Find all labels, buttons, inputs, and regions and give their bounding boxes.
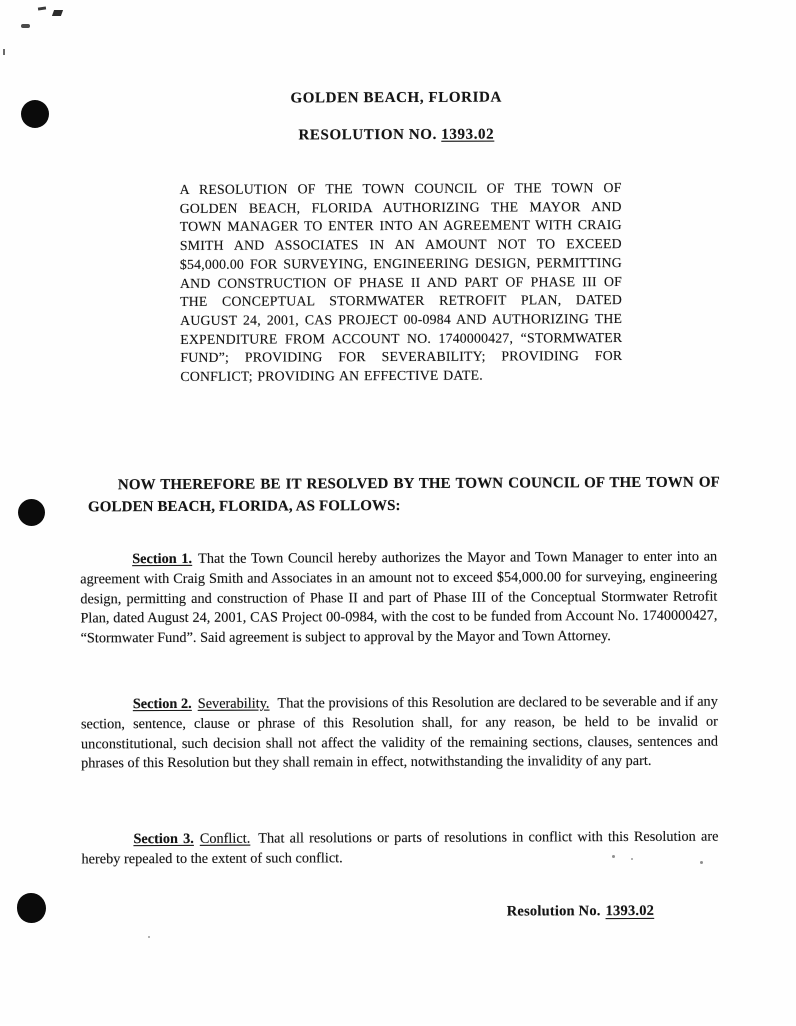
- resolved-clause: NOW THEREFORE BE IT RESOLVED BY THE TOWN COUNCIL OF THE TOWN OF GOLDEN BEACH, FLORIDA, AS FOLLOWS:: [87, 474, 720, 515]
- footer-resolution-label: Resolution No.: [506, 903, 601, 920]
- section-2-paragraph: [81, 693, 718, 775]
- footer-resolution-value: 1393.02: [605, 902, 655, 920]
- section-2-body: That the provisions of this Resolution are declared to be severable and if any section, sentence, clause or phrase of this Resolution shall, for any reason, be held to be invalid or unconstitutional, such decision shall not affect the validity of the remaining sections, clauses, sentences and phrases of this Resolution but they shall remain in effect, notwithstanding the invalidity of any part.: [80, 693, 719, 772]
- section-1-paragraph: [80, 548, 717, 650]
- section-1-heading: Section 1.: [132, 550, 193, 568]
- resolution-preamble: A RESOLUTION OF THE TOWN COUNCIL OF THE TOWN OF GOLDEN BEACH, FLORIDA AUTHORIZING THE MAYOR AND TOWN MANAGER TO ENTER INTO AN AGREEMENT WITH CRAIG SMITH AND ASSOCIATES IN AN AMOUNT NOT TO EXCEED $54,000.00 FOR SURVEYING, ENGINEERING DESIGN, PERMITTING AND CONSTRUCTION OF PHASE II AND PART OF PHASE III OF THE CONCEPTUAL STORMWATER RETROFIT PLAN, DATED AUGUST 24, 2001, CAS PROJECT 00-0984 AND AUTHORIZING THE EXPENDITURE FROM ACCOUNT NO. 1740000427, “STORMWATER FUND”; PROVIDING FOR SEVERABILITY; PROVIDING FOR CONFLICT; PROVIDING AN EFFECTIVE DATE.: [179, 180, 623, 384]
- section-3-body: That all resolutions or parts of resolutions in conflict with this Resolution are hereby repealed to the extent of such conflict.: [81, 828, 719, 868]
- resolution-number: 1393.02: [441, 126, 495, 143]
- section-1-body: That the Town Council hereby authorizes the Mayor and Town Manager to enter into an agreement with Craig Smith and Associates in an amount not to exceed $54,000.00 for surveying, engineering design, permitting and construction of Phase II and part of Phase III of the Conceptual Stormwater Retrofit Plan, dated August 24, 2001, CAS Project 00-0984, with the cost to be funded from Account No. 1740000427, “Stormwater Fund”. Said agreement is subject to approval by the Mayor and Town Attorney.: [80, 548, 718, 647]
- section-3-heading: Section 3.: [133, 830, 194, 848]
- section-3-subheading: Conflict.: [199, 830, 251, 847]
- resolution-label: RESOLUTION NO.: [298, 126, 437, 144]
- section-2-subheading: Severability.: [197, 695, 270, 712]
- section-3-paragraph: [81, 828, 718, 870]
- document-title: GOLDEN BEACH, FLORIDA: [290, 89, 502, 107]
- section-2-heading: Section 2.: [132, 695, 192, 713]
- footer-resolution-number: [507, 903, 670, 921]
- resolution-number-heading: [0, 125, 794, 145]
